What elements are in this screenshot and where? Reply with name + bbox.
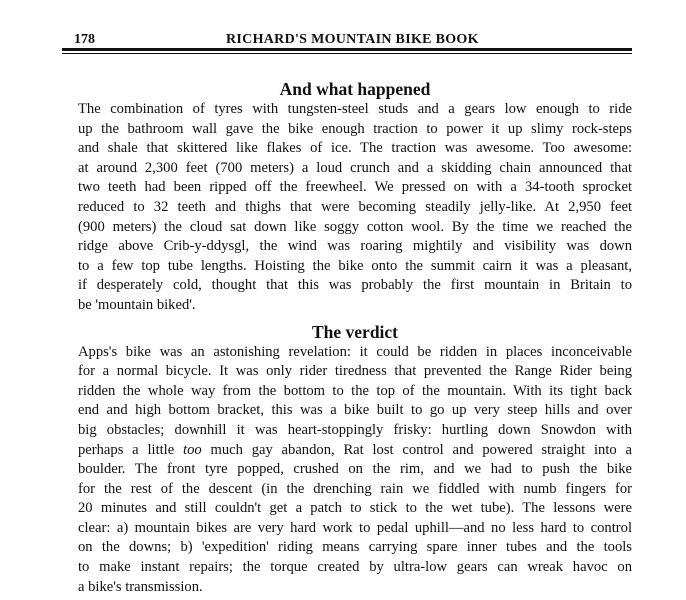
header-rule-thin — [62, 53, 632, 54]
text-fragment: perhaps a little — [78, 441, 175, 458]
text-line: reduced to 32 teeth and thighs that were becoming steadily jelly-like. At 2,950 feet — [78, 198, 632, 215]
text-line: Apps's bike was an astonishing revelation: it could be ridden in places inconceivable — [78, 343, 632, 360]
text-line: big obstacles; downhill it was heart-stoppingly frisky: hurtling down Snowdon with — [78, 421, 632, 438]
header-rule-thick — [62, 48, 632, 51]
text-line: ridge above Crib-y-ddysgl, the wind was roaring mightily and visibility was down — [78, 238, 632, 255]
text-line: end and high bottom bracket, this was a bike built to go up very steep hills and over — [78, 402, 632, 419]
running-head — [62, 30, 632, 50]
section-heading-what-happened: And what happened — [279, 79, 431, 99]
text-line: ridden the whole way from the bottom to the top of the mountain. With its tight back — [78, 382, 632, 399]
text-line: (900 meters) the cloud sat down like soggy cotton wool. By the time we reached the — [78, 218, 632, 235]
text-line: up the bathroom wall gave the bike enough traction to power it up slimy rock-steps — [78, 120, 632, 137]
text-line-with-italic — [78, 441, 632, 461]
text-line: boulder. The front tyre popped, crushed on the rim, and we had to push the bike — [78, 461, 632, 478]
text-line: be 'mountain biked'. — [78, 296, 196, 313]
paragraph-verdict — [78, 343, 632, 598]
page-number: 178 — [74, 32, 95, 47]
text-line: at around 2,300 feet (700 meters) a loud crunch and a skidding chain announced that — [78, 159, 632, 176]
text-line: for the rest of the descent (in the drenching rain we fiddled with numb fingers for — [78, 480, 632, 497]
text-line: clear: a) mountain bikes are very hard work to pedal uphill—and no less hard to control — [78, 519, 632, 536]
text-line: if desperately cold, thought that this was probably the first mountain in Britain to — [78, 277, 632, 294]
page-content — [78, 78, 632, 597]
text-line: The combination of tyres with tungsten-steel studs and a gears low enough to ride — [78, 101, 632, 117]
text-line: and shale that skittered like flakes of ice. The traction was awesome. Too awesome: — [78, 140, 632, 157]
section-heading-verdict: The verdict — [311, 321, 399, 342]
book-title: RICHARD'S MOUNTAIN BIKE BOOK — [226, 32, 479, 47]
italic-word: too — [183, 441, 202, 458]
text-line: 20 minutes and still couldn't get a patch to stick to the wet tube). The lessons were — [78, 500, 632, 517]
text-line: two teeth had been ripped off the freewheel. We pressed on with a 34-tooth sprocket — [78, 179, 632, 196]
text-line: for a normal bicycle. It was only rider tiredness that prevented the Range Rider being — [78, 363, 632, 380]
paragraph-what-happened — [78, 100, 632, 316]
text-line: on the downs; b) 'expedition' riding means carrying spare inner tubes and the tools — [78, 539, 632, 556]
text-line: a bike's transmission. — [78, 578, 203, 595]
text-line: to make instant repairs; the torque created by ultra-low gears can wreak havoc on — [78, 559, 632, 576]
text-line: to a few top tube lengths. Hoisting the bike onto the summit cairn it was a pleasant, — [78, 257, 632, 274]
text-fragment: much gay abandon, Rat lost control and powered straight into a — [210, 441, 632, 458]
